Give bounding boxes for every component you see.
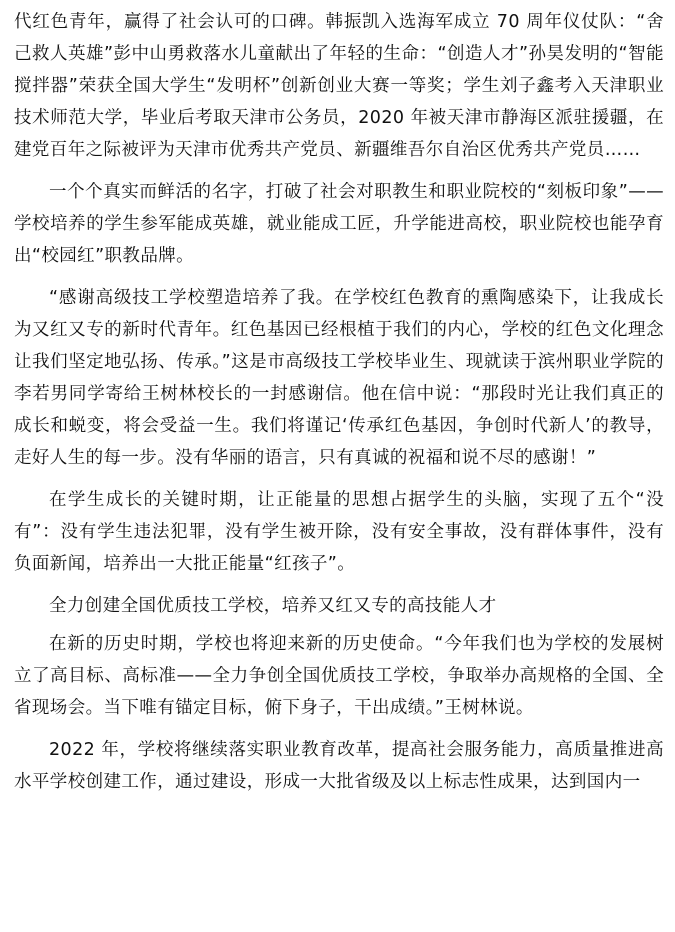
paragraph-2022-plan: 2022 年，学校将继续落实职业教育改革，提高社会服务能力，高质量推进高水平学校创建工作，通过建设，形成一大批省级及以上标志性成果，达到国内一 xyxy=(14,740,664,792)
paragraph-five-nos: 在学生成长的关键时期，让正能量的思想占据学生的头脑，实现了五个“没有”：没有学生违法犯罪，没有学生被开除，没有安全事故，没有群体事件，没有负面新闻，培养出一大批正能量“红孩子”。 xyxy=(14,490,664,574)
paragraph-student-achievements: 代红色青年，赢得了社会认可的口碑。韩振凯入选海军成立 70 周年仪仗队：“舍己救人英雄”彭中山勇救落水儿童献出了年轻的生命：“创造人才”孙昊发明的“智能搅拌器”荣获全国大学生“发明杯”创新创业大赛一等奖；学生刘子鑫考入天津职业技术师范大学，毕业后考取天津市公务员，2020 年被天津市静海区派驻援疆，在建党百年之际被评为天津市优秀共产党员、新疆维吾尔自治区优秀共产党员…… xyxy=(14,12,664,160)
paragraph-new-mission: 在新的历史时期，学校也将迎来新的历史使命。“今年我们也为学校的发展树立了高目标、高标准——全力争创全国优质技工学校，争取举办高规格的全国、全省现场会。当下唯有锚定目标，俯下身子，干出成绩。”王树林说。 xyxy=(14,634,664,718)
paragraph-thank-you-letter: “感谢高级技工学校塑造培养了我。在学校红色教育的熏陶感染下，让我成长为又红又专的新时代青年。红色基因已经根植于我们的内心，学校的红色文化理念让我们坚定地弘扬、传承。”这是市高级技工学校毕业生、现就读于滨州职业学院的李若男同学寄给王树林校长的一封感谢信。他在信中说：“那段时光让我们真正的成长和蜕变，将会受益一生。我们将谨记‘传承红色基因，争创时代新人’的教导，走好人生的每一步。没有华丽的语言，只有真诚的祝福和说不尽的感谢！” xyxy=(14,288,664,468)
section-heading: 全力创建全国优质技工学校，培养又红又专的高技能人才 xyxy=(49,596,497,616)
document-body xyxy=(14,6,664,808)
paragraph-real-names: 一个个真实而鲜活的名字，打破了社会对职教生和职业院校的“刻板印象”——学校培养的学生参军能成英雄，就业能成工匠，升学能进高校，职业院校也能孕育出“校园红”职教品牌。 xyxy=(14,182,664,266)
